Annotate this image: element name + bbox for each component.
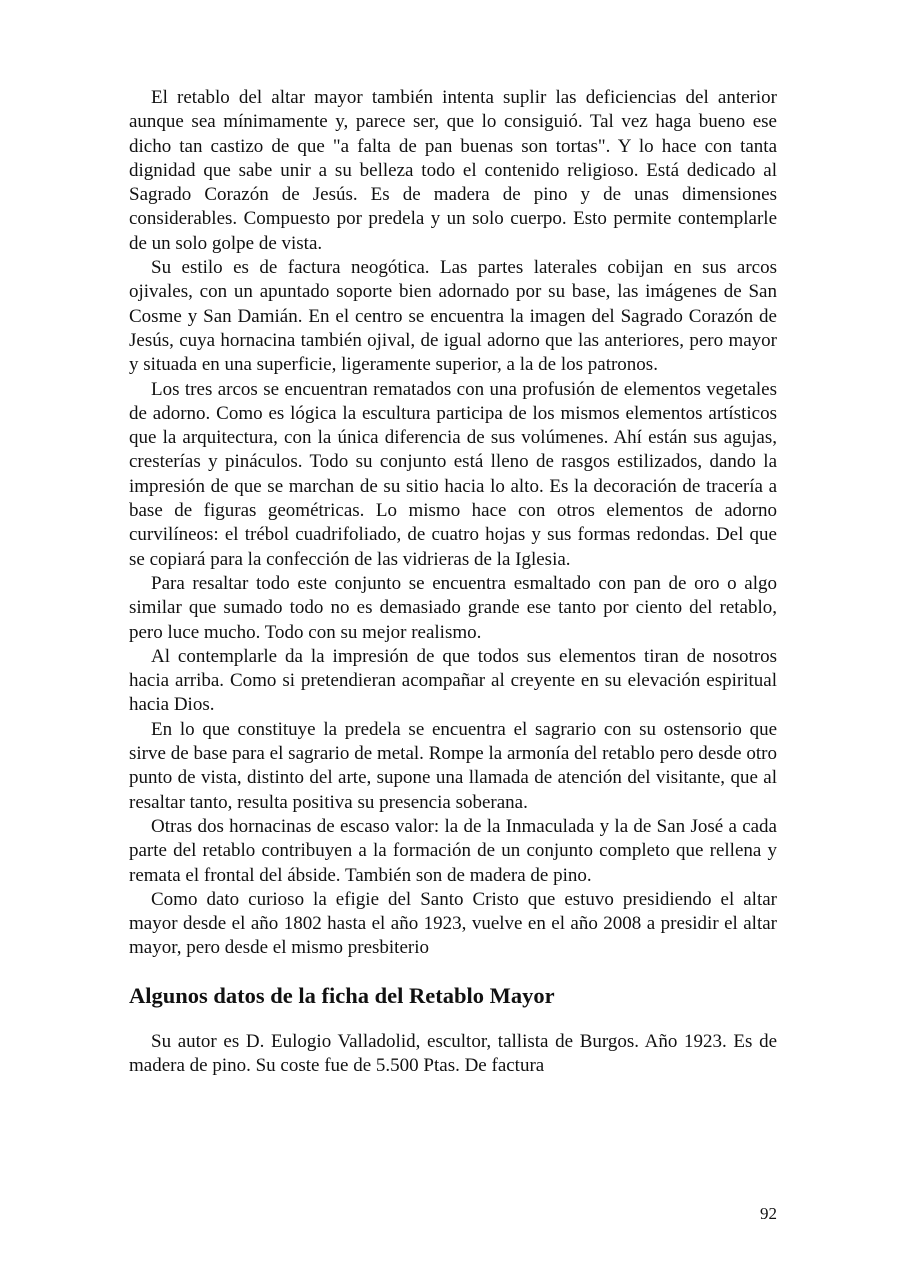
section-heading: Algunos datos de la ficha del Retablo Mayor bbox=[129, 982, 555, 1008]
paragraph: Para resaltar todo este conjunto se encuentra esmaltado con pan de oro o algo similar que sumado todo no es demasiado grande ese tanto por ciento del retablo, pero luce mucho. Todo con su mejor realismo. bbox=[129, 572, 777, 643]
paragraph: El retablo del altar mayor también intenta suplir las deficiencias del anterior aunque sea mínimamente y, parece ser, que lo consiguió. Tal vez haga bueno ese dicho tan castizo de que "a falta de pan buenas son tortas". Y lo hace con tanta dignidad que sabe unir a su belleza todo el contenido religioso. Está dedicado al Sagrado Corazón de Jesús. Es de madera de pino y de unas dimensiones considerables. Compuesto por predela y un solo cuerpo. Esto permite contemplarle de un solo golpe de vista. bbox=[129, 87, 777, 254]
document-page bbox=[129, 86, 777, 1078]
paragraph: Al contemplarle da la impresión de que todos sus elementos tiran de nosotros hacia arriba. Como si pretendieran acompañar al creyente en su elevación espiritual hacia Dios. bbox=[129, 645, 777, 716]
paragraph: En lo que constituye la predela se encuentra el sagrario con su ostensorio que sirve de base para el sagrario de metal. Rompe la armonía del retablo pero desde otro punto de vista, distinto del arte, supone una llamada de atención del visitante, que al resaltar tanto, resulta positiva su presencia soberana. bbox=[129, 718, 777, 813]
paragraph: Como dato curioso la efigie del Santo Cristo que estuvo presidiendo el altar mayor desde el año 1802 hasta el año 1923, vuelve en el año 2008 a presidir el altar mayor, pero desde el mismo presbiterio bbox=[129, 888, 777, 959]
paragraph: Su autor es D. Eulogio Valladolid, escultor, tallista de Burgos. Año 1923. Es de madera de pino. Su coste fue de 5.500 Ptas. De factura bbox=[129, 1030, 777, 1076]
paragraph: Los tres arcos se encuentran rematados con una profusión de elementos vegetales de adorno. Como es lógica la escultura participa de los mismos elementos artísticos que la arquitectura, con la única diferencia de sus volúmenes. Ahí están sus agujas, cresterías y pináculos. Todo su conjunto está lleno de rasgos estilizados, dando la impresión de que se marchan de su sitio hacia lo alto. Es la decoración de tracería a base de figuras geométricas. Lo mismo hace con otros elementos de adorno curvilíneos: el trébol cuadrifoliado, de cuatro hojas y sus formas redondas. Del que se copiará para la confección de las vidrieras de la Iglesia. bbox=[129, 378, 777, 570]
page-number: 92 bbox=[760, 1204, 777, 1223]
paragraph: Su estilo es de factura neogótica. Las partes laterales cobijan en sus arcos ojivales, con un apuntado soporte bien adornado por su base, las imágenes de San Cosme y San Damián. En el centro se encuentra la imagen del Sagrado Corazón de Jesús, cuya hornacina también ojival, de igual adorno que las anteriores, pero mayor y situada en una superficie, ligeramente superior, a la de los patronos. bbox=[129, 257, 777, 376]
paragraph: Otras dos hornacinas de escaso valor: la de la Inmaculada y la de San José a cada parte del retablo contribuyen a la formación de un conjunto completo que rellena y remata el frontal del ábside. También son de madera de pino. bbox=[129, 815, 777, 886]
